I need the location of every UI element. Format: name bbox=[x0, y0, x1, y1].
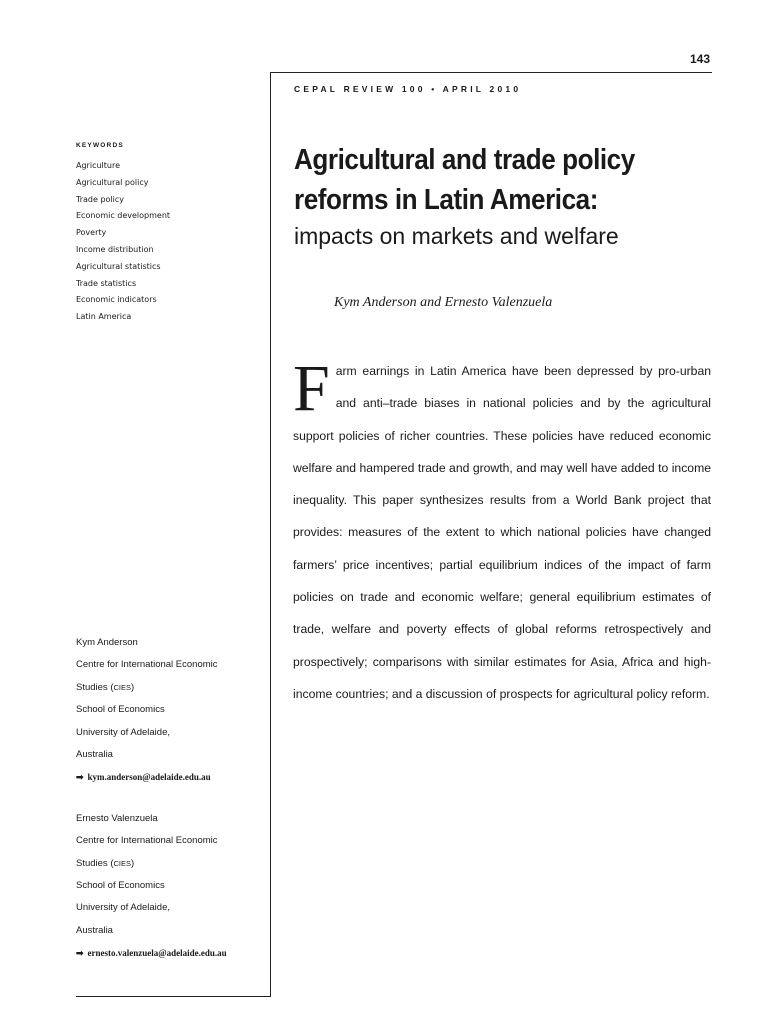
abstract bbox=[293, 352, 711, 710]
keywords-heading: KEYWORDS bbox=[76, 142, 124, 149]
keywords-panel bbox=[76, 142, 262, 326]
header-rule bbox=[270, 72, 712, 73]
affiliation-line: Centre for International Economic bbox=[76, 835, 218, 847]
email-link[interactable]: kym.anderson@adelaide.edu.au bbox=[87, 772, 211, 783]
university: University of Adelaide, bbox=[76, 726, 170, 738]
page-number: 143 bbox=[689, 52, 710, 66]
keyword-item: Poverty bbox=[76, 228, 107, 238]
keyword-item: Trade policy bbox=[76, 194, 124, 204]
byline: Kym Anderson and Ernesto Valenzuela bbox=[334, 295, 553, 310]
department: School of Economics bbox=[76, 704, 165, 716]
author-affiliation bbox=[76, 808, 266, 965]
university: University of Adelaide, bbox=[76, 902, 170, 914]
author-name: Ernesto Valenzuela bbox=[76, 812, 158, 824]
keyword-item: Income distribution bbox=[76, 244, 154, 254]
affiliation-line: Studies (CIES) bbox=[76, 681, 135, 693]
arrow-right-icon: ➡ bbox=[76, 772, 84, 783]
keyword-item: Economic indicators bbox=[76, 295, 157, 305]
title-line: Agricultural and trade policy bbox=[294, 144, 635, 176]
keyword-item: Trade statistics bbox=[76, 278, 137, 288]
country: Australia bbox=[76, 749, 113, 761]
arrow-right-icon: ➡ bbox=[76, 948, 84, 959]
abstract-text: arm earnings in Latin America have been depressed by pro-urban and anti–trade biases in national policies and by the agricultural support policies of richer countries. These policies have reduced economic welfare and hampered trade and growth, and may well have added to income inequality. This paper synthesizes results from a World Bank project that provides: measures of the extent to which national policies have changed farmers’ price incentives; partial equilibrium indices of the impact of farm policies on trade and economic welfare; general equilibrium estimates of trade, welfare and poverty effects of global reforms retrospectively and prospectively; comparisons with similar estimates for Asia, Africa and high-income countries; and a discussion of prospects for agricultural policy reform. bbox=[293, 364, 711, 701]
article-title-block bbox=[294, 140, 724, 252]
affiliation-line: Studies (CIES) bbox=[76, 857, 135, 869]
department: School of Economics bbox=[76, 880, 165, 892]
email-row bbox=[76, 766, 266, 788]
affiliation-line: Centre for International Economic bbox=[76, 659, 218, 671]
drop-cap: F bbox=[293, 352, 330, 425]
author-name: Kym Anderson bbox=[76, 637, 138, 648]
journal-issue-line: CEPAL REVIEW 100 • APRIL 2010 bbox=[294, 84, 522, 94]
keyword-item: Agricultural statistics bbox=[76, 261, 161, 271]
author-affiliations bbox=[76, 632, 266, 984]
email-link[interactable]: ernesto.valenzuela@adelaide.edu.au bbox=[87, 948, 227, 959]
title-line: reforms in Latin America: bbox=[294, 184, 598, 216]
country: Australia bbox=[76, 924, 113, 936]
keyword-item: Agriculture bbox=[76, 161, 120, 170]
sidebar-bottom-rule bbox=[76, 996, 271, 997]
keyword-item: Agricultural policy bbox=[76, 177, 149, 187]
column-divider bbox=[270, 72, 271, 997]
keyword-item: Economic development bbox=[76, 211, 171, 221]
subtitle: impacts on markets and welfare bbox=[294, 223, 619, 249]
email-row bbox=[76, 942, 266, 964]
keyword-item: Latin America bbox=[76, 312, 132, 322]
author-affiliation bbox=[76, 632, 266, 789]
